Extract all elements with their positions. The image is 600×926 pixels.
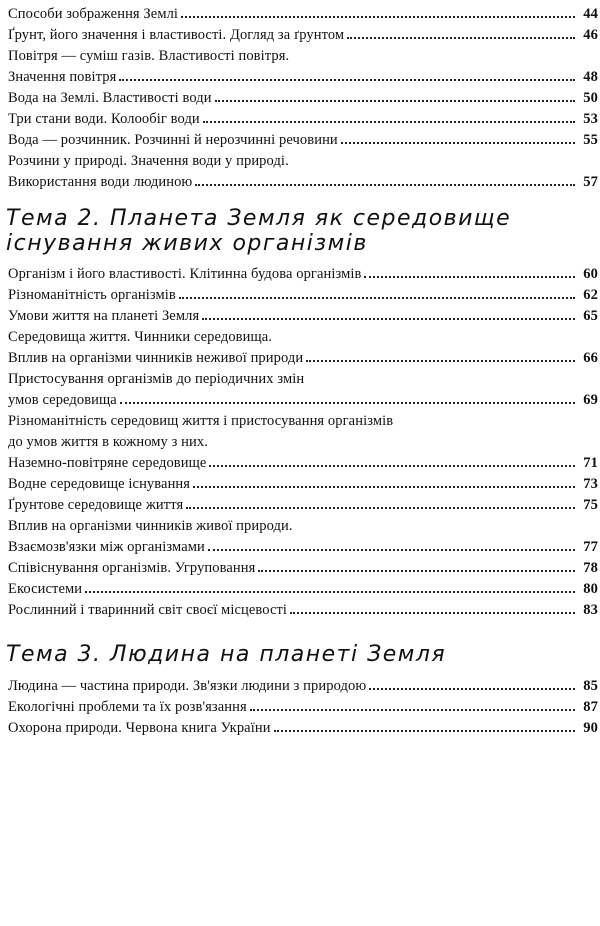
toc-entry — [8, 151, 598, 172]
toc-entry — [8, 285, 598, 306]
toc-entry-title: Способи зображення Землі — [8, 6, 179, 22]
toc-entry-title: Три стани води. Колообіг води — [8, 111, 200, 127]
toc-entry-title: Вода на Землі. Властивості води — [8, 90, 212, 106]
toc-entry-page: 46 — [583, 27, 598, 43]
dot-leader — [85, 585, 575, 593]
toc-entry-page: 48 — [583, 69, 598, 85]
dot-leader — [347, 31, 575, 39]
toc-entry — [8, 495, 598, 516]
toc-entry-title: Пристосування організмів до періодичних змін — [8, 371, 305, 387]
toc-entry-title: Вплив на організми чинників живої природи. — [8, 518, 293, 534]
section-2-heading-line-1: Тема 2. Планета Земля як середовище — [6, 206, 512, 231]
toc-entry — [8, 306, 598, 327]
section-2-heading — [6, 206, 511, 256]
toc-entry — [8, 46, 598, 67]
toc-entry-title: Рослинний і тваринний світ своєї місцевості — [8, 602, 288, 618]
toc-entry-title: Людина — частина природи. Зв'язки людини з природою — [8, 678, 367, 694]
dot-leader — [290, 606, 575, 614]
toc-entry — [8, 453, 598, 474]
toc-entry — [8, 390, 598, 411]
toc-entry — [8, 109, 598, 130]
toc-entry — [8, 130, 598, 151]
dot-leader — [209, 459, 575, 467]
toc-entry — [8, 432, 598, 453]
dot-leader — [203, 115, 575, 123]
toc-entry — [8, 537, 598, 558]
toc-entry-page: 75 — [583, 497, 598, 513]
toc-entry-title: Охорона природи. Червона книга України — [8, 720, 271, 736]
toc-entry — [8, 579, 598, 600]
toc-entry-title: Ґрунтове середовище життя — [8, 497, 184, 513]
toc-entry-page: 78 — [583, 560, 598, 576]
toc-entry-title: Екологічні проблеми та їх розв'язання — [8, 699, 247, 715]
toc-entry-title: умов середовища — [8, 392, 117, 408]
toc-entry — [8, 4, 598, 25]
dot-leader — [208, 543, 575, 551]
toc-entry-title: Різноманітність організмів — [8, 287, 176, 303]
dot-leader — [364, 270, 575, 278]
toc-entry — [8, 172, 598, 193]
toc-entry — [8, 25, 598, 46]
dot-leader — [181, 10, 575, 18]
toc-section-3 — [8, 676, 598, 739]
dot-leader — [186, 501, 575, 509]
toc-entry — [8, 474, 598, 495]
toc-entry-title: Середовища життя. Чинники середовища. — [8, 329, 273, 345]
toc-entry — [8, 516, 598, 537]
toc-entry — [8, 88, 598, 109]
toc-entry — [8, 264, 598, 285]
dot-leader — [341, 136, 575, 144]
toc-entry — [8, 676, 598, 697]
toc-entry-title: Ґрунт, його значення і властивості. Догляд за ґрунтом — [8, 27, 345, 43]
toc-entry-title: Різноманітність середовищ життя і пристосування організмів — [8, 413, 394, 429]
toc-entry-title: Повітря — суміш газів. Властивості повітря. — [8, 48, 290, 64]
toc-entry — [8, 558, 598, 579]
dot-leader — [369, 682, 575, 690]
toc-entry — [8, 348, 598, 369]
toc-entry — [8, 327, 598, 348]
toc-entry-title: Наземно-повітряне середовище — [8, 455, 207, 471]
toc-entry-title: Розчини у природі. Значення води у природі. — [8, 153, 289, 169]
dot-leader — [193, 480, 575, 488]
dot-leader — [195, 178, 575, 186]
toc-entry — [8, 411, 598, 432]
toc-entry-title: до умов життя в кожному з них. — [8, 434, 208, 450]
dot-leader — [274, 724, 575, 732]
toc-entry — [8, 600, 598, 621]
dot-leader — [179, 291, 575, 299]
toc-entry — [8, 369, 598, 390]
toc-entry-title: Значення повітря — [8, 69, 117, 85]
dot-leader — [215, 94, 575, 102]
toc-entry-title: Умови життя на планеті Земля — [8, 308, 200, 324]
toc-entry-page: 69 — [583, 392, 598, 408]
toc-entry-page: 87 — [583, 699, 598, 715]
toc-entry-title: Організм і його властивості. Клітинна будова організмів — [8, 266, 362, 282]
toc-entry-page: 66 — [583, 350, 598, 366]
toc-section-2 — [8, 264, 598, 621]
dot-leader — [120, 396, 575, 404]
dot-leader — [258, 564, 575, 572]
dot-leader — [119, 73, 575, 81]
toc-entry — [8, 718, 598, 739]
toc-entry-page: 71 — [583, 455, 598, 471]
toc-entry-page: 44 — [583, 6, 598, 22]
toc-entry-page: 53 — [583, 111, 598, 127]
toc-entry-page: 85 — [583, 678, 598, 694]
toc-entry — [8, 67, 598, 88]
toc-entry-title: Використання води людиною — [8, 174, 193, 190]
toc-entry-page: 90 — [583, 720, 598, 736]
section-3-heading: Тема 3. Людина на планеті Земля — [6, 642, 447, 667]
toc-section-1 — [8, 4, 598, 193]
toc-entry — [8, 697, 598, 718]
toc-entry-title: Співіснування організмів. Угруповання — [8, 560, 256, 576]
toc-entry-page: 57 — [583, 174, 598, 190]
dot-leader — [306, 354, 575, 362]
toc-entry-page: 50 — [583, 90, 598, 106]
toc-entry-title: Вода — розчинник. Розчинні й нерозчинні речовини — [8, 132, 338, 148]
toc-entry-title: Екосистеми — [8, 581, 83, 597]
dot-leader — [250, 703, 575, 711]
toc-entry-page: 83 — [583, 602, 598, 618]
section-2-heading-line-2: існування живих організмів — [6, 231, 368, 256]
toc-entry-title: Водне середовище існування — [8, 476, 191, 492]
toc-entry-title: Взаємозв'язки між організмами — [8, 539, 205, 555]
toc-entry-page: 77 — [583, 539, 598, 555]
toc-entry-title: Вплив на організми чинників неживої природи — [8, 350, 304, 366]
toc-entry-page: 60 — [583, 266, 598, 282]
toc-entry-page: 55 — [583, 132, 598, 148]
toc-entry-page: 80 — [583, 581, 598, 597]
toc-entry-page: 62 — [583, 287, 598, 303]
toc-entry-page: 73 — [583, 476, 598, 492]
dot-leader — [202, 312, 575, 320]
toc-entry-page: 65 — [583, 308, 598, 324]
